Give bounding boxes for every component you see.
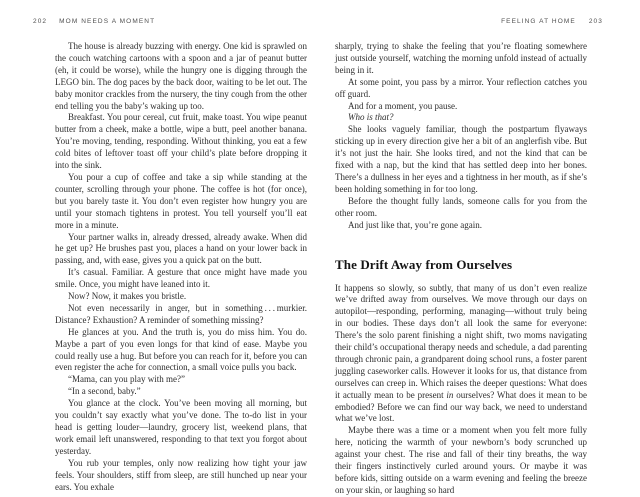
- paragraph: [55, 458, 307, 494]
- running-head-left: MOM NEEDS A MOMENT: [59, 18, 156, 25]
- text-run: You pour a cup of coffee and take a sip while standing at the counter, scrolling through your phone. The coffee is hot (for once), but you barely taste it. You don’t even register how hungry you are until your stomach tightens in protest. You tell yourself you’ll eat more in a minute.: [55, 171, 307, 230]
- text-run: sharply, trying to shake the feeling that you’re floating somewhere just outside yourself, watching the morning unfold instead of actually being in it.: [335, 41, 587, 75]
- paragraph: [335, 124, 587, 195]
- page-number-right: 203: [588, 18, 603, 25]
- text-run: Before the thought fully lands, someone calls for you from the other room.: [335, 195, 587, 218]
- page-body-left: [55, 41, 307, 493]
- text-run: And just like that, you’re gone again.: [348, 219, 482, 230]
- page-number-left: 202: [33, 18, 48, 25]
- paragraph: [335, 112, 587, 124]
- running-head-right: FEELING AT HOME: [501, 18, 576, 25]
- paragraph: [335, 220, 587, 232]
- italic-text: in: [446, 389, 454, 400]
- paragraph: [55, 303, 307, 327]
- section-heading: The Drift Away from Ourselves: [335, 256, 513, 272]
- text-run: The house is already buzzing with energy. One kid is sprawled on the couch watching cartoons with a spoon and a jar of peanut butter (eh, it could be worse), while the hungry one is digging through the LEGO bin. The dog paces by the back door, waiting to be let out. The baby monitor crackles from the nursery, the tiny cough from the other end telling you the baby’s waking up too.: [55, 41, 307, 111]
- text-run: “Mama, can you play with me?”: [68, 374, 185, 385]
- text-run: It happens so slowly, so subtly, that many of us don’t even realize we’ve drifted away from ourselves. We move through our days on autopilot—responding, performing, managing—without truly being in our bodies. These days don’t all look the same for everyone: There’s the solo parent finishing a night shift, two moms navigating their child’s occupational therapy needs and schedule, a dad parenting through chronic pain, a grandparent doing school runs, a foster parent juggling caseworker calls. However it looks for us, that distance from ourselves can creep in. Which raises the deeper questions: What does it actually mean to be present: [335, 282, 587, 400]
- page-left: [33, 0, 307, 493]
- text-run: ourselves? What does it mean to be embodied? Before we can find our way back, we need to understand what we’ve lost.: [335, 389, 588, 424]
- paragraph: [55, 398, 307, 458]
- text-run: “In a second, baby.”: [68, 386, 141, 397]
- text-run: She looks vaguely familiar, though the postpartum flyaways sticking up in every direction give her a bit of an anglerfish vibe. But it’s not just the hair. She looks tired, and not the kind that can be fixed with a nap, but the kind that has settled deep into her bones. There’s a dullness in her eyes and a tightness in her mouth, as if she’s been holding something in for too long.: [335, 124, 587, 194]
- paragraph: [55, 232, 307, 268]
- text-run: Maybe there was a time or a moment when you felt more fully here, noticing the warmth of your newborn’s body scrunched up against your chest. The rise and fall of their tiny breaths, the way their fingers instinctively curled around yours. Or maybe it was before kids, sitting outside on a warm evening and feeling the breeze on your skin, or laughing so hard: [335, 425, 587, 495]
- text-run: You glance at the clock. You’ve been moving all morning, but you couldn’t say exactly what you’ve done. The to-do list in your head is getting louder—laundry, grocery list, weekend plans, that work email left unanswered, responding to that text you forgot about yesterday.: [55, 398, 307, 456]
- paragraph: [55, 41, 307, 112]
- paragraph: [55, 291, 307, 303]
- text-run: He glances at you. And the truth is, you do miss him. You do. Maybe a part of you even longs for that kind of ease. Maybe you could really use a hug. But before you can reach for it, before you can even register the ache for connection, a small voice pulls you back.: [55, 326, 307, 373]
- text-run: Now? Now, it makes you bristle.: [68, 291, 187, 302]
- paragraph: [55, 374, 307, 386]
- text-run: It’s casual. Familiar. A gesture that once might have made you smile. Once, you might have leaned into it.: [55, 267, 307, 290]
- text-run: Your partner walks in, already dressed, already awake. When did he get up? He brushes past you, places a hand on your lower back in passing, and, with ease, gives you a quick pat on the butt.: [55, 231, 307, 266]
- paragraph: [55, 112, 307, 172]
- paragraph: [335, 425, 587, 496]
- text-run: At some point, you pass by a mirror. Your reflection catches you off guard.: [335, 76, 587, 99]
- paragraph: [335, 101, 587, 113]
- paragraph: [55, 386, 307, 398]
- paragraph: [55, 172, 307, 232]
- paragraph: [335, 77, 587, 101]
- paragraph: [335, 41, 587, 77]
- page-right: [335, 0, 603, 497]
- paragraph: [335, 196, 587, 220]
- paragraph: [55, 327, 307, 375]
- text-run: And for a moment, you pause.: [348, 100, 458, 111]
- page-body-right: [335, 41, 587, 497]
- text-run: Breakfast. You pour cereal, cut fruit, make toast. You wipe peanut butter from a cheek, make a bottle, wipe a butt, peel another banana. You’re moving, tending, responding. Without thinking, you eat a few cold bites of leftover toast off your child’s plate before dropping it into the sink.: [55, 112, 307, 171]
- text-run: Not even necessarily in anger, but in something . . . murkier. Distance? Exhaustion? A reminder of something missing?: [55, 302, 307, 325]
- italic-text: Who is that?: [348, 112, 394, 123]
- paragraph: [335, 283, 587, 426]
- running-header-right: [335, 18, 603, 25]
- text-run: You rub your temples, only now realizing how tight your jaw feels. Your shoulders, stiff from sleep, are still hunched up near your ears. You exhale: [55, 457, 307, 492]
- paragraph: [55, 267, 307, 291]
- running-header-left: [33, 18, 307, 25]
